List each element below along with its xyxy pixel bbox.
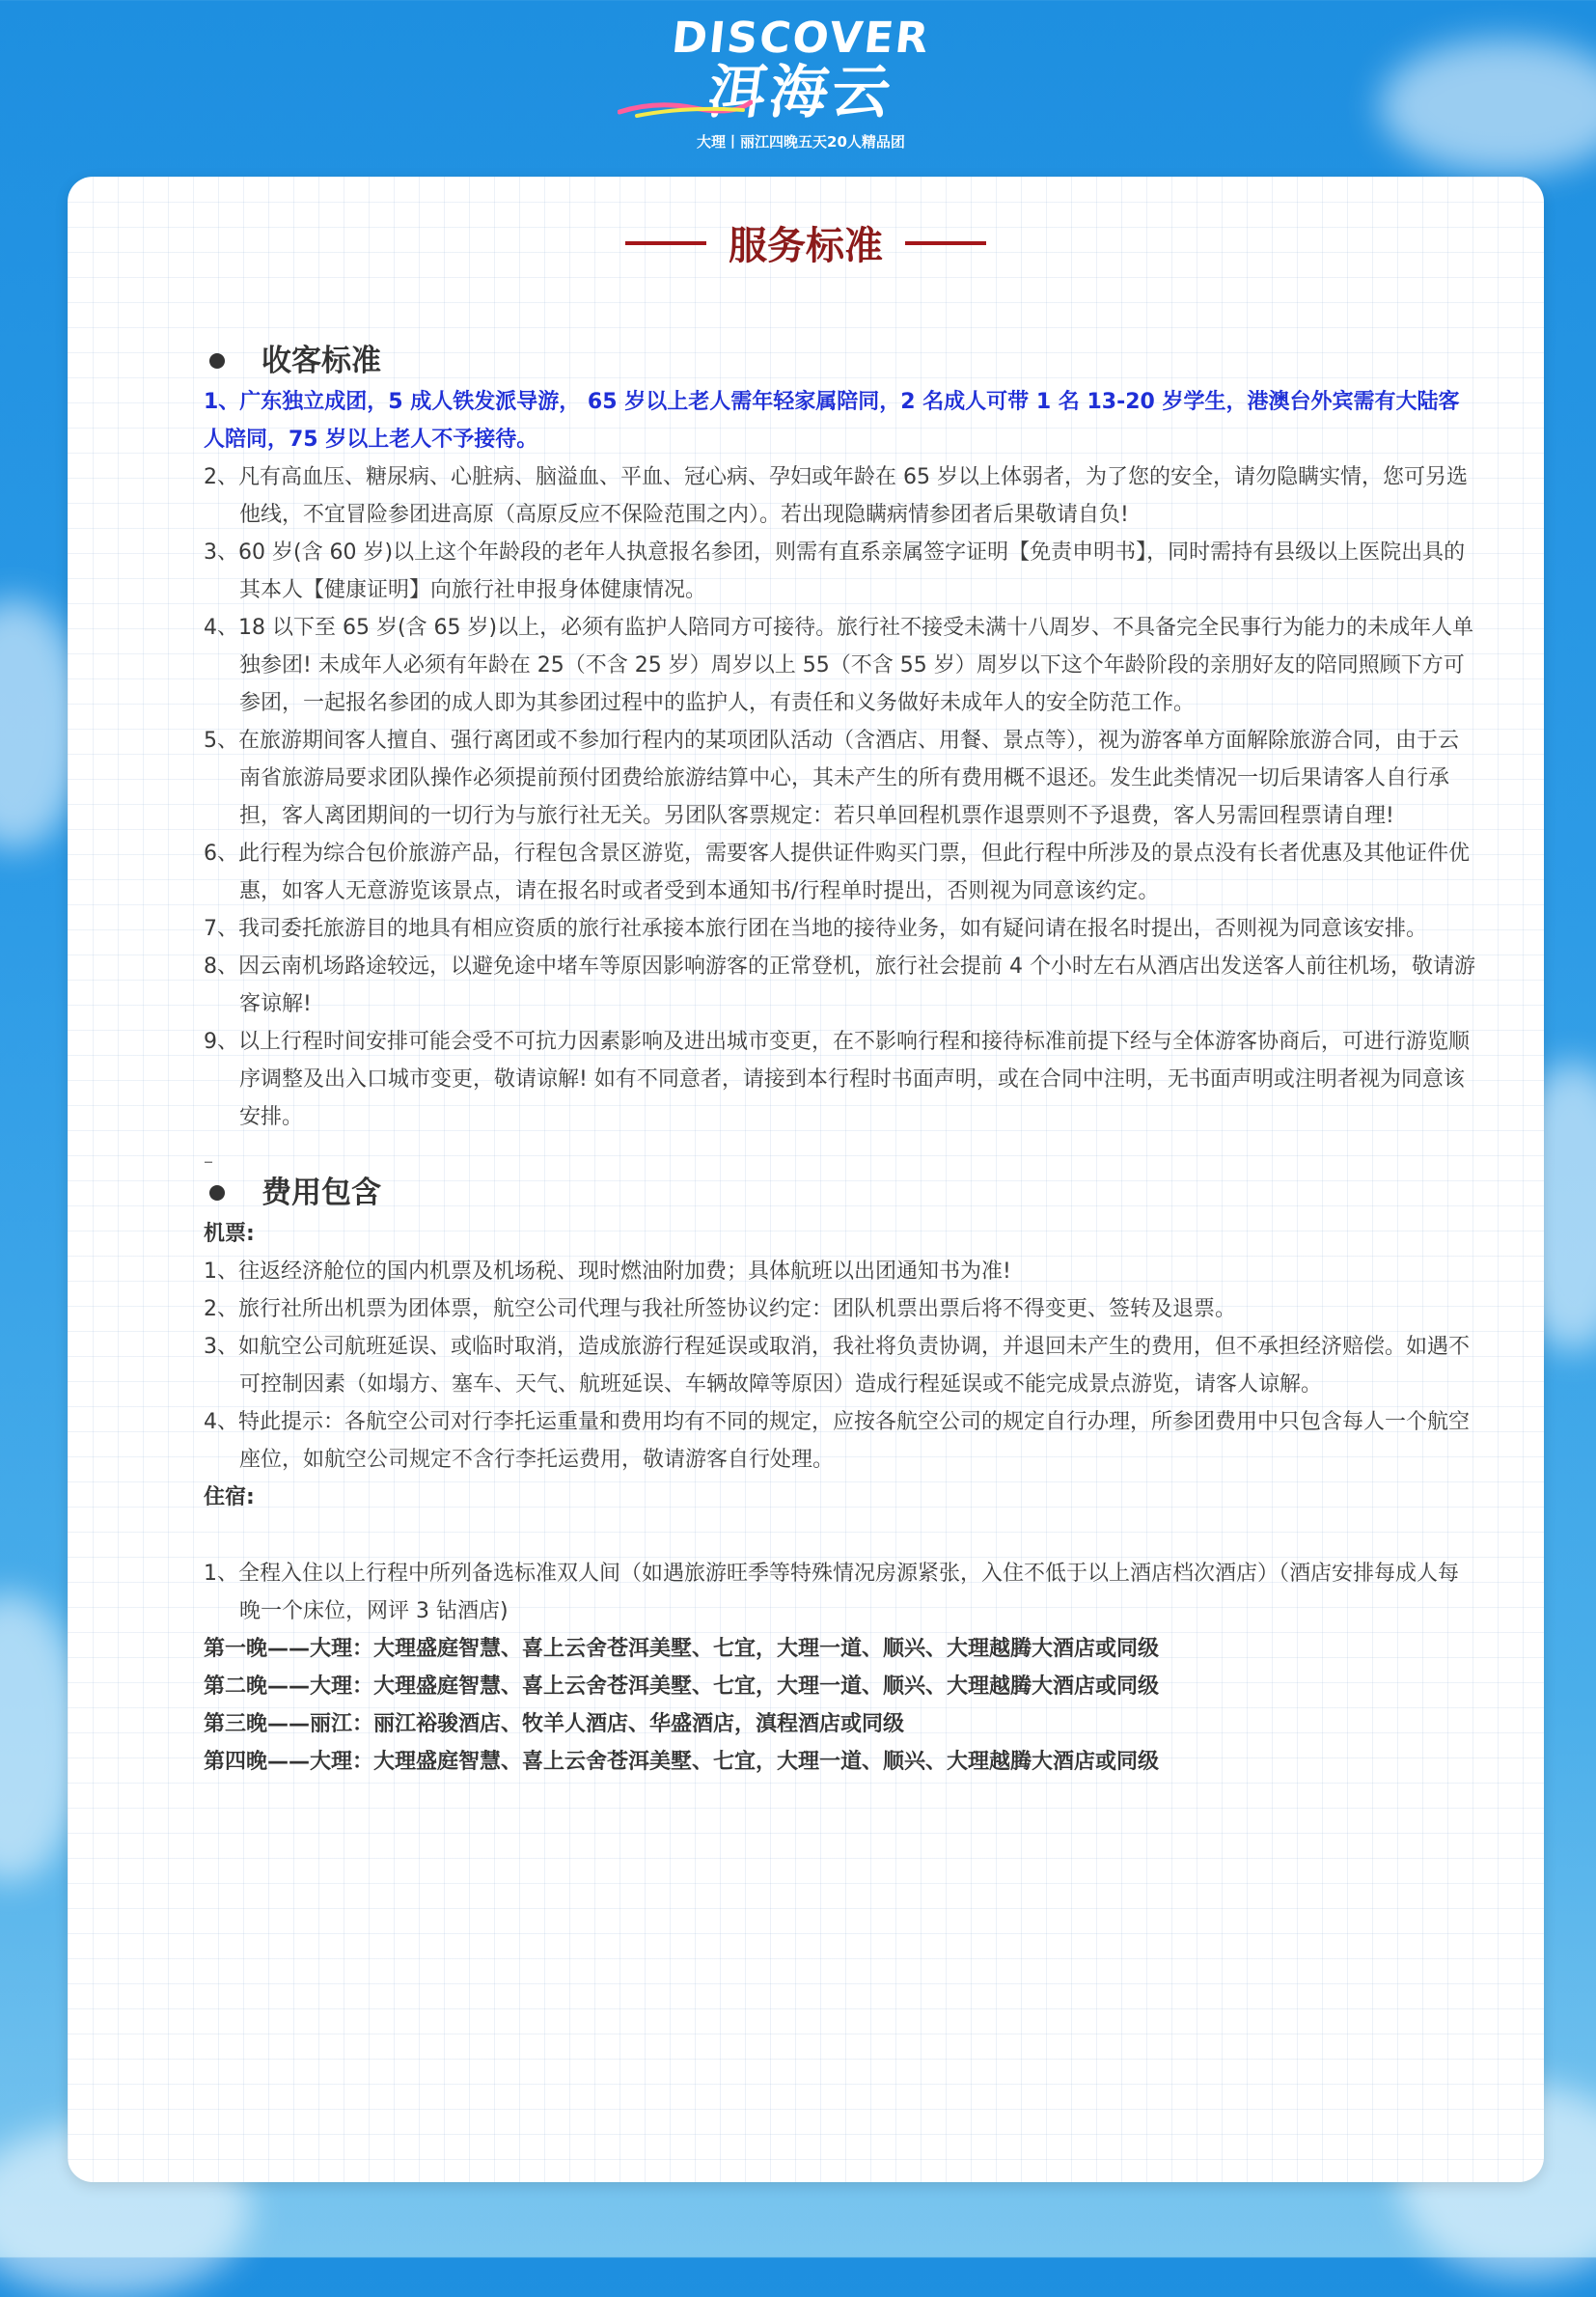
cloud-decoration [1380, 39, 1596, 174]
night-hotel-line: 第四晚——大理：大理盛庭智慧、喜上云舍苍洱美墅、七宜，大理一道、顺兴、大理越腾大酒店或同级 [204, 1750, 1160, 1774]
reception-item: 9、以上行程时间安排可能会受不可抗力因素影响及进出城市变更，在不影响行程和接待标准前提下经与全体游客协商后，可进行游览顺序调整及出入口城市变更，敬请谅解! 如有不同意者，请接到本行程时书面声明，或在合同中注明，无书面声明或注明者视为同意该安排。 [204, 1030, 1471, 1129]
reception-item: 6、此行程为综合包价旅游产品，行程包含景区游览，需要客人提供证件购买门票，但此行程中所涉及的景点没有长者优惠及其他证件优惠，如客人无意游览该景点，请在报名时或者受到本通知书/行程单时提出，否则视为同意该约定。 [204, 842, 1471, 903]
air-ticket-label: 机票: [204, 1222, 255, 1246]
night-hotel-line: 第二晚——大理：大理盛庭智慧、喜上云舍苍洱美墅、七宜，大理一道、顺兴、大理越腾大酒店或同级 [204, 1674, 1160, 1699]
logo-chinese: 洱海云 [703, 59, 898, 126]
bullet-icon [209, 1185, 225, 1201]
reception-item: 3、60 岁(含 60 岁)以上这个年龄段的老年人执意报名参团，则需有直系亲属签字证明【免责申明书】，同时需持有县级以上医院出具的其本人【健康证明】向旅行社申报身体健康情况。 [204, 540, 1466, 602]
night-hotel-line: 第一晚——大理：大理盛庭智慧、喜上云舍苍洱美墅、七宜，大理一道、顺兴、大理越腾大酒店或同级 [204, 1637, 1160, 1661]
air-ticket-item: 3、如航空公司航班延误、或临时取消，造成旅游行程延误或取消，我社将负责协调，并退回未产生的费用，但不承担经济赔偿。如遇不可控制因素（如塌方、塞车、天气、航班延误、车辆故障等原因）造成行程延误或不能完成景点游览，请客人谅解。 [204, 1335, 1471, 1397]
page-title: 服务标准 [729, 224, 883, 268]
hotel-label: 住宿: [204, 1485, 255, 1509]
reception-item: 4、18 以下至 65 岁(含 65 岁)以上，必须有监护人陪同方可接待。旅行社不接受未满十八周岁、不具备完全民事行为能力的未成年人单独参团! 未成年人必须有年龄在 25（不含 25 岁）周岁以上 55（不含 55 岁）周岁以下这个年龄阶段的亲朋好友的陪同照顾下方可参团，一起报名参团的成人即为其参团过程中的监护人，有责任和义务做好未成年人的安全防范工作。 [204, 616, 1474, 715]
section-heading-reception: 收客标准 [204, 339, 1477, 383]
air-ticket-item: 4、特此提示：各航空公司对行李托运重量和费用均有不同的规定，应按各航空公司的规定自行办理，所参团费用中只包含每人一个航空座位，如航空公司规定不含行李托运费用，敬请游客自行处理。 [204, 1410, 1471, 1472]
content-card [68, 177, 1544, 2182]
night-hotel-line: 第三晚——丽江：丽江裕骏酒店、牧羊人酒店、华盛酒店，滇程酒店或同级 [204, 1712, 905, 1736]
hotel-item: 1、全程入住以上行程中所列备选标准双人间（如遇旅游旺季等特殊情况房源紧张，入住不低于以上酒店档次酒店）（酒店安排每成人每晚一个床位，网评 3 钻酒店) [204, 1562, 1460, 1623]
logo-english: DISCOVER [669, 14, 933, 63]
logo-swoosh-icon [618, 98, 753, 118]
page-title-row [68, 215, 1544, 270]
logo-subtitle: 大理丨丽江四晚五天20人精品团 [697, 133, 905, 151]
reception-item: 7、我司委托旅游目的地具有相应资质的旅行社承接本旅行团在当地的接待业务，如有疑问请在报名时提出，否则视为同意该安排。 [204, 917, 1428, 941]
content-body [204, 339, 1477, 1781]
section-heading-fees: 费用包含 [204, 1171, 1477, 1215]
reception-item: 8、因云南机场路途较远，以避免途中堵车等原因影响游客的正常登机，旅行社会提前 4 个小时左右从酒店出发送客人前往机场，敬请游客谅解! [204, 955, 1475, 1016]
air-ticket-item: 1、往返经济舱位的国内机票及机场税、现时燃油附加费；具体航班以出团通知书为准! [204, 1259, 1011, 1284]
title-rule-right [905, 241, 986, 245]
spacer [204, 1516, 1477, 1555]
reception-item: 5、在旅游期间客人擅自、强行离团或不参加行程内的某项团队活动（含酒店、用餐、景点等），视为游客单方面解除旅游合同，由于云南省旅游局要求团队操作必须提前预付团费给旅游结算中心，其未产生的所有费用概不退还。发生此类情况一切后果请客人自行承担，客人离团期间的一切行为与旅行社无关。另团队客票规定：若只单回程机票作退票则不予退费，客人另需回程票请自理! [204, 729, 1460, 828]
reception-item: 1、广东独立成团，5 成人铁发派导游， 65 岁以上老人需年轻家属陪同，2 名成人可带 1 名 13-20 岁学生，港澳台外宾需有大陆客人陪同，75 岁以上老人不予接待。 [204, 390, 1460, 452]
air-ticket-item: 2、旅行社所出机票为团体票，航空公司代理与我社所签协议约定：团队机票出票后将不得变更、签转及退票。 [204, 1297, 1237, 1321]
title-rule-left [625, 241, 706, 245]
reception-item: 2、凡有高血压、糖尿病、心脏病、脑溢血、平血、冠心病、孕妇或年龄在 65 岁以上体弱者，为了您的安全，请勿隐瞒实情，您可另选他线，不宜冒险参团进高原（高原反应不保险范围之内）。若出现隐瞒病情参团者后果敬请自负! [204, 465, 1468, 527]
separator-dash: – [204, 1149, 213, 1173]
bullet-icon [209, 353, 225, 369]
brand-logo [598, 14, 1004, 162]
